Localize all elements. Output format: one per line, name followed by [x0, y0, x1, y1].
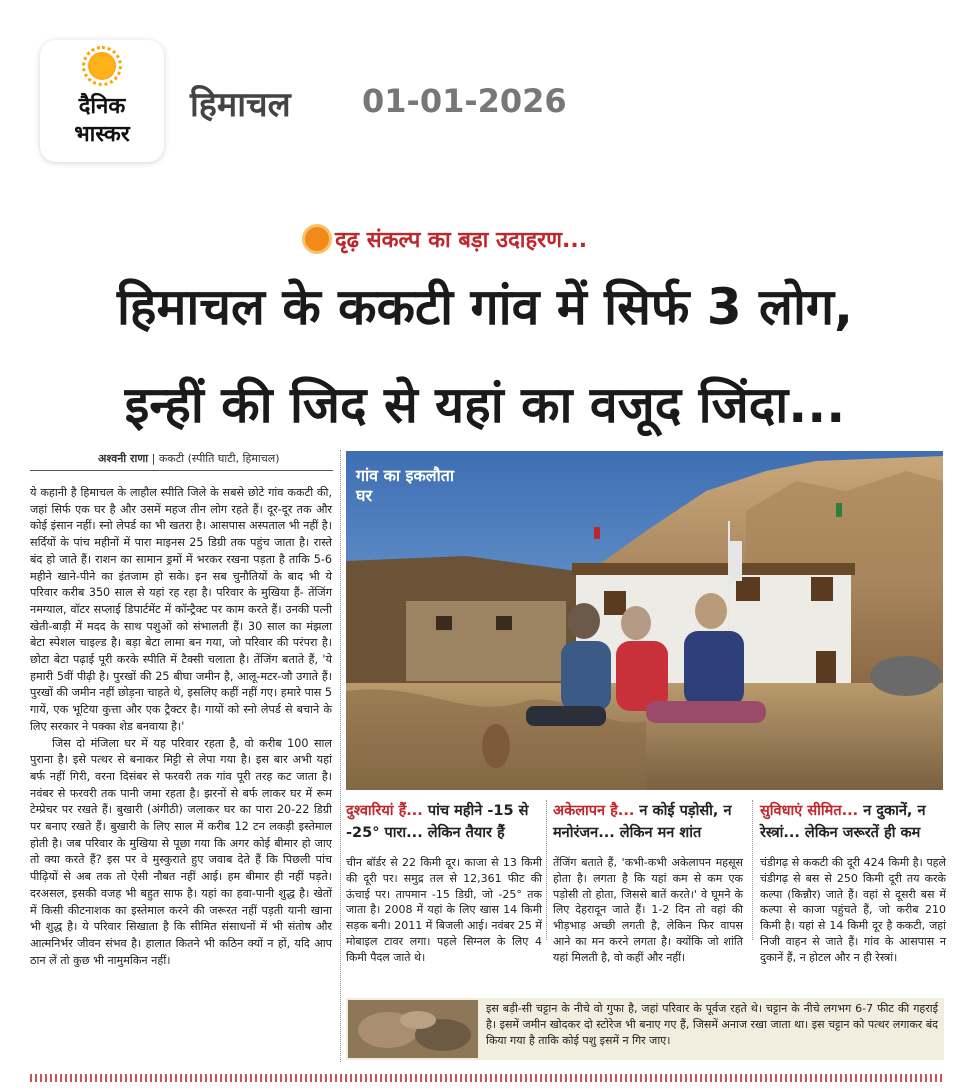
column-divider — [340, 450, 341, 1062]
headline-line-2: इन्हीं की जिद से यहां का वजूद जिंदा... — [124, 376, 846, 434]
rock-photo-illustration — [348, 1000, 478, 1058]
byline-separator: | — [151, 452, 159, 465]
photo-caption: गांव का इकलौता घर — [356, 466, 455, 505]
column-divider — [546, 800, 547, 940]
logo-text-line2: भास्कर — [74, 122, 130, 147]
sun-icon — [88, 52, 116, 80]
byline-author: अश्वनी राणा — [98, 452, 149, 465]
section-title: हिमाचल — [190, 85, 291, 125]
rock-photo — [348, 1000, 478, 1058]
bottom-caption: इस बड़ी-सी चट्टान के नीचे वो गुफा है, जहां परिवार के पूर्वज रहते थे। चट्टान के नीचे लगभग 6-7 फीट की गहराई है। इसमें जमीन खोदकर दो स्टोरेज भी बनाए गए हैं, जिसमें अनाज रखा जाता था। इस चट्टान को पत्थर लगाकर बंद किया गया है ताकि कोई पशु इसमें न गिर जाए। — [486, 1002, 938, 1047]
column-3-heading-lead: सुविधाएं सीमित... — [760, 803, 859, 819]
column-2-body: तेंजिंग बताते हैं, 'कभी-कभी अकेलापन महसूस होता है। लगता है कि यहां कम से कम एक पड़ोसी तो होता, जिससे बातें करते।' वे घूमने के लिए देहरादून जाते हैं। 1-2 दिन तो वहां की भीड़भाड़ अच्छी लगती है, लेकिन फिर वापस आने का मन करने लगता है। क्योंकि जो शांति यहां मिलती है, वो कहीं और नहीं। — [553, 856, 743, 964]
column-3-heading-rest: न दुकानें, न रेस्त्रां... लेकिन जरूरतें ही कम — [760, 803, 926, 841]
column-2-heading — [553, 800, 743, 844]
edition-date: 01-01-2026 — [362, 82, 567, 120]
column-3-body: चंडीगढ़ से ककटी की दूरी 424 किमी है। पहले चंडीगढ़ से बस से 250 किमी दूरी तय करके कल्पा (किन्नौर) जाते हैं। वहां से दूसरी बस में कल्पा से काजा पहुंचते हैं, जो करीब 210 किमी है। यहां से 14 किमी दूर है ककटी, जहां निजी वाहन से जाते हैं। गांव के आसपास न दुकानें हैं, न होटल और न ही रेस्त्रां। — [760, 856, 946, 964]
column-3-heading — [760, 800, 946, 844]
decorative-border — [30, 1074, 942, 1082]
kicker — [305, 222, 587, 256]
headline-line-1: हिमाचल के ककटी गांव में सिर्फ 3 लोग, — [116, 278, 854, 336]
column-2-heading-lead: अकेलापन है... — [553, 803, 635, 819]
column-2-heading-rest: न कोई पड़ोसी, न मनोरंजन... लेकिन मन शांत — [553, 803, 732, 841]
column-1-heading-rest: पांच महीने -15 से -25° पारा... लेकिन तैयार हैं — [346, 803, 529, 841]
column-divider — [752, 800, 753, 940]
column-1-heading — [346, 800, 536, 844]
sun-icon — [305, 227, 329, 251]
newspaper-logo — [40, 40, 164, 162]
column-1-body: चीन बॉर्डर से 22 किमी दूर। काजा से 13 किमी की दूरी पर। समुद्र तल से 12,361 फीट की ऊंचाई पर। तापमान -15 डिग्री, जो -25° तक जाता है। 2008 में यहां के लिए खास 14 किमी सड़क बनी। 2011 में बिजली आई। नवंबर 25 में मोबाइल टावर लगा। पहले सिग्नल के लिए 4 किमी पैदल जाते थे। — [346, 856, 542, 964]
body-paragraph: जिस दो मंजिला घर में यह परिवार रहता है, वो करीब 100 साल पुराना है। इसे पत्थर से बनाकर मिट्टी से लेपा गया है। इस बार अभी यहां बर्फ नहीं गिरी, वरना दिसंबर से फरवरी तक गांव पूरी तरह कट जाता है। नवंबर से फरवरी तक पानी जमा रहता है। झरनों से बर्फ लाकर घर में रूम टेम्प्रेचर पर रखते हैं। बुखारी (अंगीठी) जलाकर घर का पारा 20-22 डिग्री पर बनाए रखते हैं। बुखारी के लिए साल में करीब 12 टन लकड़ी इस्तेमाल होती है। जब परिवार के मुखिया से पूछा गया कि अगर कोई बीमार हो जाए तो क्या करते हैं? इस पर वे मुस्कुराते हुए जवाब देते हैं कि पिछली पांच पीढ़ियों से अब तक तो ऐसी नौबत नहीं आई। हम बीमार ही नहीं पड़ते। दरअसल, इसकी वजह भी बहुत साफ है। यहां का हवा-पानी शुद्ध है। खेतों में किसी कीटनाशक का इस्तेमाल करने की जरूरत नहीं पड़ती यानी खाना भी शुद्ध है। ये परिवार सिखाता है कि सीमित संसाधनों में भी संतोष और आत्मनिर्भर जीवन संभव है। हालात कितने भी कठिन क्यों न हों, यदि आप ठान लें तो कुछ भी नामुमकिन नहीं। — [30, 736, 332, 967]
kicker-text: दृढ़ संकल्प का बड़ा उदाहरण... — [335, 228, 588, 253]
article-body — [30, 485, 332, 969]
logo-text-line1: दैनिक — [78, 94, 126, 119]
body-paragraph: ये कहानी है हिमाचल के लाहौल स्पीति जिले के सबसे छोटे गांव ककटी की, जहां सिर्फ एक घर है और उसमें महज तीन लोग रहते हैं। दूर-दूर तक और कोई इंसान नहीं। स्नो लेपर्ड का भी खतरा है। आसपास अस्पताल भी नहीं है। सर्दियों के पांच महीनों में पारा माइनस 25 डिग्री तक पहुंच जाता है। रास्ते बंद हो जाते हैं। राशन का सामान ड्रमों में भरकर रखना पड़ता है ताकि 5-6 महीने खाने-पीने का इंतजाम हो सके। इन सब चुनौतियों के बाद भी ये परिवार करीब 350 साल से यहां रह रहा है। परिवार के मुखिया हैं- तेंजिंग नमग्याल, वॉटर सप्लाई डिपार्टमेंट में कॉन्ट्रैक्ट पर काम करते हैं। उनकी पत्नी खेती-बाड़ी में मदद के साथ पशुओं को संभालती हैं। 30 साल का मंझला बेटा स्पेशल चाइल्ड है। बड़ा बेटा लामा बन गया, जो परिवार की परंपरा है। छोटा बेटा पढ़ाई पूरी करके स्पीति में टैक्सी चलाता है। तेंजिंग बताते हैं, 'ये हमारी 5वीं पीढ़ी है। पुरखों की 25 बीघा जमीन है, आलू-मटर-जौ उगाते हैं। पुरखों की जमीन नहीं छोड़ना चाहते थे, इसलिए कहीं नहीं गए। हमारे पास 5 गायें, एक भूटिया कुत्ता और एक ट्रैक्टर है। गायों को स्नो लेपर्ड से बचाने के लिए सरकार ने पक्का शेड बनवाया है।' — [30, 486, 332, 733]
byline-place: ककटी (स्पीति घाटी, हिमाचल) — [158, 452, 280, 465]
divider — [30, 470, 333, 471]
byline — [98, 451, 280, 466]
column-1-heading-lead: दुश्वारियां हैं... — [346, 803, 423, 819]
